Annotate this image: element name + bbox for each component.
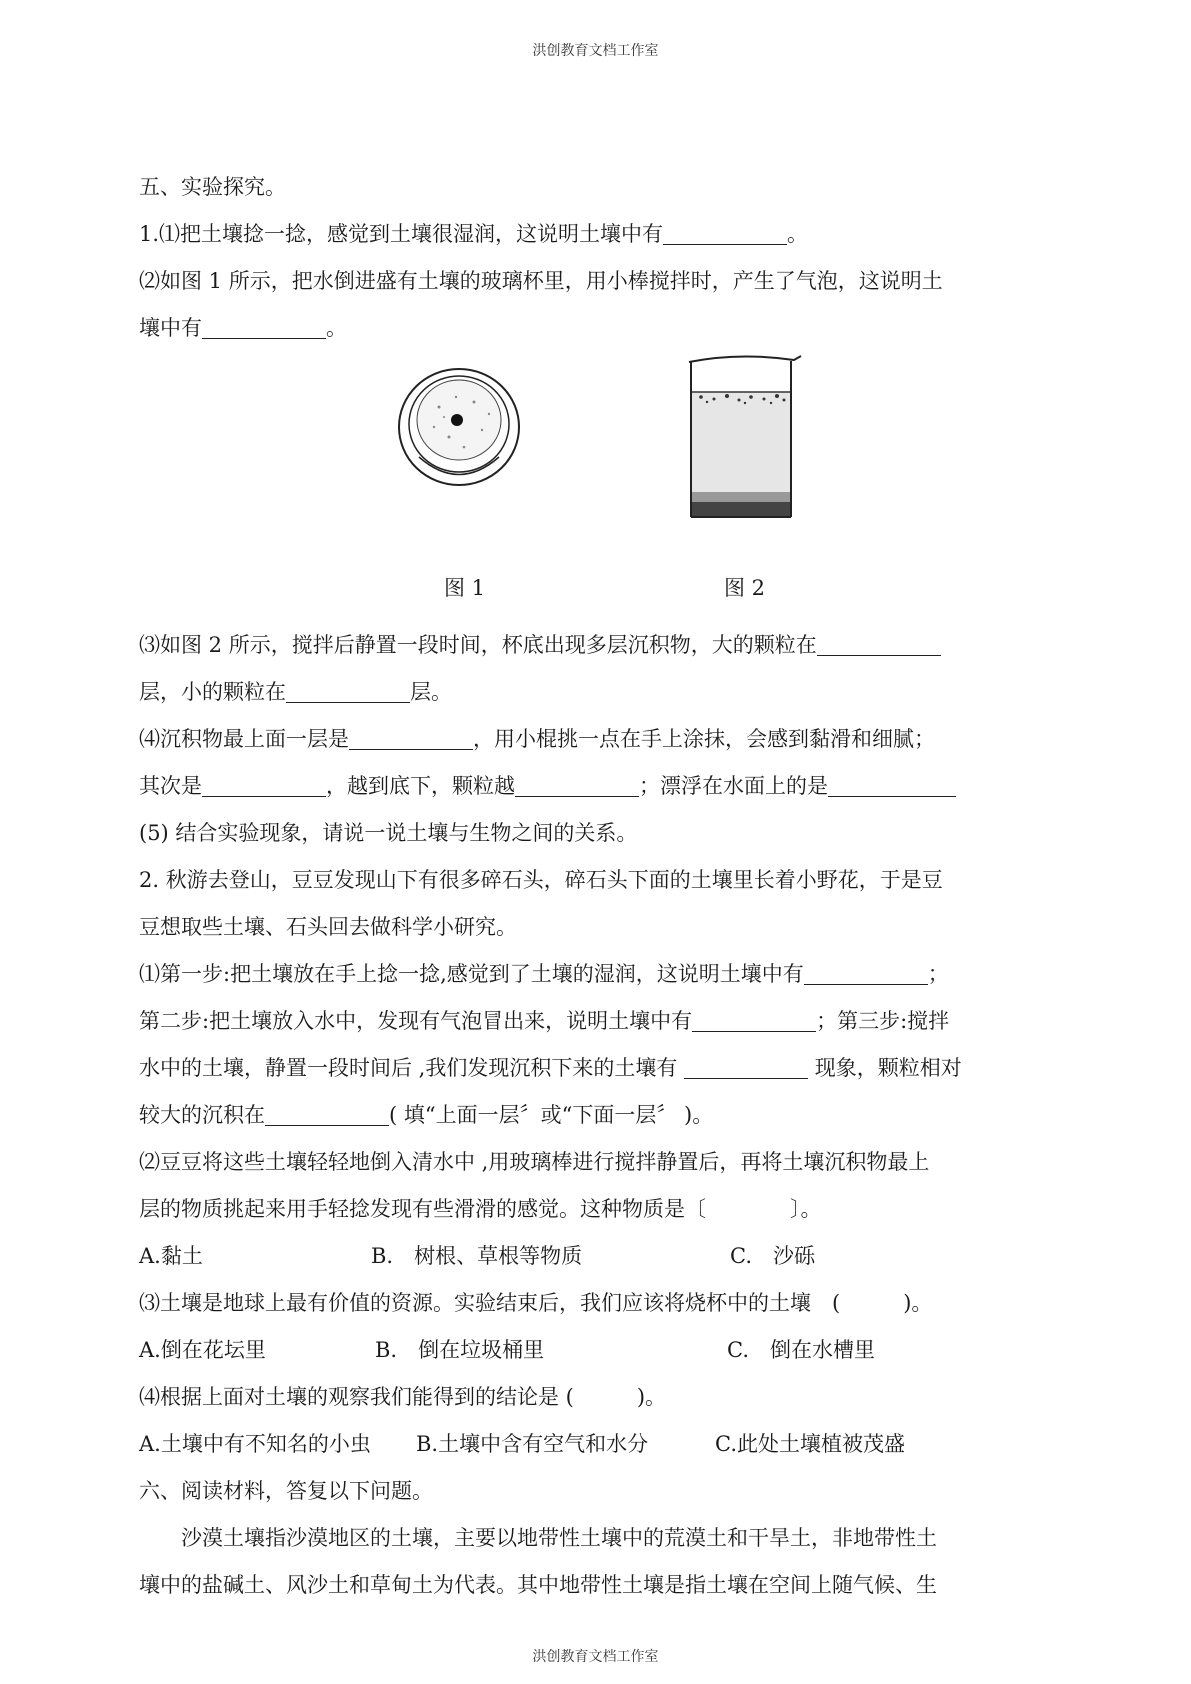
q1-part4-text: ⑷沉积物最上面一层是 <box>139 727 349 751</box>
q1-part2-end: 。 <box>326 316 347 340</box>
figure-1-caption: 图 1 <box>444 576 486 600</box>
figure-1-cup-top-view <box>394 352 524 502</box>
answer-blank[interactable] <box>684 1050 808 1079</box>
q1-part4-line2 <box>139 763 1059 810</box>
q2-part3-options <box>139 1327 1059 1374</box>
figures <box>139 352 1059 622</box>
q1-part4-text3: 其次是 <box>139 774 202 798</box>
answer-blank[interactable] <box>286 674 410 703</box>
page-footer: 洪创教育文档工作室 <box>532 1649 659 1665</box>
q2-step1-text: ⑴第一步:把土壤放在手上捻一捻,感觉到了土壤的湿润，这说明土壤中有 <box>139 962 804 986</box>
option-a[interactable]: A.倒在花坛里 <box>139 1338 266 1362</box>
section-six-title: 六、阅读材料，答复以下问题。 <box>139 1479 433 1503</box>
q2-step1-end: ； <box>927 962 949 986</box>
section-five-title: 五、实验探究。 <box>139 175 286 199</box>
q1-part1-end: 。 <box>787 222 809 246</box>
q2-step4-end: ( 填“上面一层〞或“下面一层〞 )。 <box>389 1103 714 1127</box>
option-c[interactable]: C. 沙砾 <box>730 1244 815 1268</box>
answer-blank[interactable] <box>663 216 787 245</box>
answer-blank[interactable] <box>349 721 473 750</box>
figure-2-caption: 图 2 <box>724 576 766 600</box>
q2-step3 <box>139 1045 1059 1092</box>
q1-part5: (5) 结合实验现象，请说一说土壤与生物之间的关系。 <box>139 821 638 845</box>
q2-part2-line1: ⑵豆豆将这些土壤轻轻地倒入清水中 ,用玻璃棒进行搅拌静置后，再将土壤沉积物最上 <box>139 1150 930 1174</box>
worksheet-content <box>139 164 1059 1609</box>
answer-blank[interactable] <box>202 310 326 339</box>
q2-intro-line1: 2. 秋游去登山，豆豆发现山下有很多碎石头，碎石头下面的土壤里长着小野花，于是豆 <box>139 868 943 892</box>
q2-step3-end: 现象，颗粒相对 <box>808 1056 962 1080</box>
answer-blank[interactable] <box>202 768 326 797</box>
q1-part4-text5: ；漂浮在水面上的是 <box>639 774 828 798</box>
q1-part3-end: 层。 <box>410 680 452 704</box>
answer-blank[interactable] <box>265 1097 389 1126</box>
q2-part3: ⑶土壤是地球上最有价值的资源。实验结束后，我们应该将烧杯中的土壤 ( )。 <box>139 1291 933 1315</box>
option-c[interactable]: C. 倒在水槽里 <box>727 1338 875 1362</box>
reading-line1: 沙漠土壤指沙漠地区的土壤，主要以地带性土壤中的荒漠土和干旱土，非地带性土 <box>181 1526 937 1550</box>
q1-part2-line2 <box>139 305 1059 352</box>
q2-part4: ⑷根据上面对土壤的观察我们能得到的结论是 ( )。 <box>139 1385 667 1409</box>
q2-part2-options <box>139 1233 1059 1280</box>
q2-part4-options <box>139 1421 1059 1468</box>
option-a[interactable]: A.黏土 <box>139 1244 203 1268</box>
answer-blank[interactable] <box>804 956 928 985</box>
option-b[interactable]: B. 树根、草根等物质 <box>371 1244 583 1268</box>
q2-step3-text: 水中的土壤，静置一段时间后 ,我们发现沉积下来的土壤有 <box>139 1056 685 1080</box>
answer-blank[interactable] <box>817 627 941 656</box>
q2-step2-text: 第二步:把土壤放入水中，发现有气泡冒出来，说明土壤中有 <box>139 1009 693 1033</box>
q1-part3-line1 <box>139 622 1059 669</box>
q2-step4-text: 较大的沉积在 <box>139 1103 265 1127</box>
answer-blank[interactable] <box>515 768 639 797</box>
q1-part4-text2: ，用小棍挑一点在手上涂抹，会感到黏滑和细腻； <box>473 727 935 751</box>
page-header: 洪创教育文档工作室 <box>532 43 659 59</box>
q1-part4-line1 <box>139 716 1059 763</box>
q1-part3-line2 <box>139 669 1059 716</box>
q1-part3-text: ⑶如图 2 所示，搅拌后静置一段时间，杯底出现多层沉积物，大的颗粒在 <box>139 633 817 657</box>
q1-part2-text: 壤中有 <box>139 316 202 340</box>
q2-step4 <box>139 1092 1059 1139</box>
option-b[interactable]: B.土壤中含有空气和水分 <box>416 1432 649 1456</box>
q1-part2-line1: ⑵如图 1 所示，把水倒进盛有土壤的玻璃杯里，用小棒搅拌时，产生了气泡，这说明土 <box>139 269 943 293</box>
option-b[interactable]: B. 倒在垃圾桶里 <box>375 1338 545 1362</box>
q2-step2-end: ；第三步:搅拌 <box>816 1009 950 1033</box>
figure-2-beaker-sediment <box>679 352 809 527</box>
option-a[interactable]: A.土壤中有不知名的小虫 <box>139 1432 371 1456</box>
q2-part2-line2: 层的物质挑起来用手轻捻发现有些滑滑的感觉。这种物质是〔 〕。 <box>139 1197 822 1221</box>
reading-line2: 壤中的盐碱土、风沙土和草甸土为代表。其中地带性土壤是指土壤在空间上随气候、生 <box>139 1573 937 1597</box>
q1-part1 <box>139 211 1059 258</box>
q1-part3-text2: 层，小的颗粒在 <box>139 680 286 704</box>
option-c[interactable]: C.此处土壤植被茂盛 <box>715 1432 905 1456</box>
answer-blank[interactable] <box>828 768 956 797</box>
answer-blank[interactable] <box>692 1003 816 1032</box>
q2-intro-line2: 豆想取些土壤、石头回去做科学小研究。 <box>139 915 517 939</box>
q1-part4-text4: ，越到底下，颗粒越 <box>326 774 515 798</box>
q1-part1-text: 1.⑴把土壤捻一捻，感觉到土壤很湿润，这说明土壤中有 <box>139 222 664 246</box>
q2-step2 <box>139 998 1059 1045</box>
q2-step1 <box>139 951 1059 998</box>
